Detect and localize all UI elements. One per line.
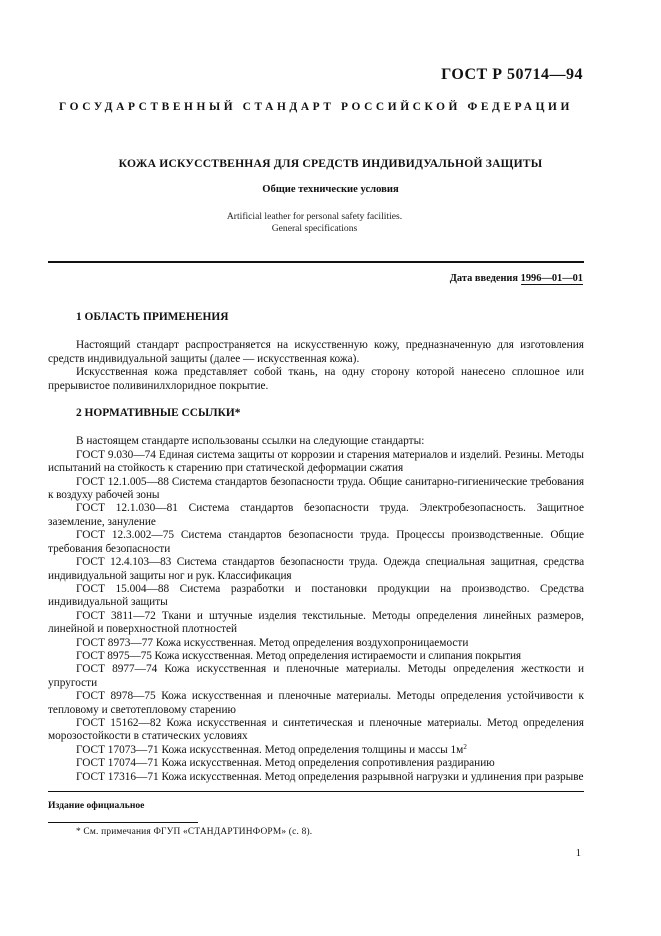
- reference-item: ГОСТ 12.4.103—83 Система стандартов безопасности труда. Одежда специальная защитная, средства индивидуальной защиты ног и рук. Классификация: [48, 556, 584, 582]
- reference-item: ГОСТ 8978—75 Кожа искусственная и пленочные материалы. Методы определения устойчивости к тепловому и светотепловому старению: [48, 690, 584, 716]
- introduction-date-value: 1996—01—01: [520, 273, 583, 284]
- reference-item-text: ГОСТ 17073—71 Кожа искусственная. Метод определения толщины и массы 1м: [76, 743, 464, 756]
- reference-item: ГОСТ 12.3.002—75 Система стандартов безопасности труда. Процессы производственные. Общие требования безопасности: [48, 529, 584, 555]
- footer-divider: [48, 791, 584, 792]
- document-subtitle: Общие технические условия: [262, 184, 399, 195]
- title-divider: [48, 261, 584, 263]
- document-id: ГОСТ Р 50714—94: [441, 66, 583, 83]
- reference-item: ГОСТ 17074—71 Кожа искусственная. Метод определения сопротивления раздиранию: [76, 757, 495, 770]
- page-number: 1: [575, 848, 581, 859]
- document-title: КОЖА ИСКУССТВЕННАЯ ДЛЯ СРЕДСТВ ИНДИВИДУАЛЬНОЙ ЗАЩИТЫ: [118, 157, 543, 170]
- document-body: [48, 311, 584, 784]
- reference-item: ГОСТ 9.030—74 Единая система защиты от коррозии и старения материалов и изделий. Резины. Методы испытаний на стойкость к старению при статической деформации сжатия: [48, 448, 584, 475]
- reference-item: ГОСТ 17316—71 Кожа искусственная. Метод определения разрывной нагрузки и удлинения при разрыве: [76, 770, 584, 783]
- reference-item: ГОСТ 12.1.005—88 Система стандартов безопасности труда. Общие санитарно-гигиенические требования к воздуху рабочей зоны: [48, 475, 584, 502]
- reference-item: ГОСТ 8975—75 Кожа искусственная. Метод определения истираемости и слипания покрытия: [76, 649, 522, 662]
- english-title: [0, 211, 629, 235]
- introduction-date: [450, 273, 583, 284]
- english-title-line-2: General specifications: [271, 223, 358, 234]
- reference-item: [48, 744, 584, 757]
- section-1-heading: 1 ОБЛАСТЬ ПРИМЕНЕНИЯ: [76, 311, 229, 323]
- reference-item: ГОСТ 8973—77 Кожа искусственная. Метод определения воздухопроницаемости: [76, 636, 469, 649]
- footnote-divider: [48, 822, 198, 823]
- section-2-heading: 2 НОРМАТИВНЫЕ ССЫЛКИ*: [76, 407, 241, 420]
- reference-item: ГОСТ 15.004—88 Система разработки и постановки продукции на производство. Средства индивидуальной защиты: [48, 582, 584, 609]
- introduction-date-label: Дата введения: [449, 273, 519, 284]
- english-title-line-1: Artificial leather for personal safety facilities.: [226, 211, 403, 222]
- reference-item: ГОСТ 3811—72 Ткани и штучные изделия текстильные. Методы определения линейных размеров, линейной и поверхностной плотностей: [48, 609, 584, 636]
- superscript-2: 2: [463, 742, 467, 751]
- reference-item: ГОСТ 15162—82 Кожа искусственная и синтетическая и пленочные материалы. Метод определения морозостойкости в статических условиях: [48, 716, 584, 743]
- state-standard-heading: ГОСУДАРСТВЕННЫЙ СТАНДАРТ РОССИЙСКОЙ ФЕДЕРАЦИИ: [59, 101, 573, 113]
- reference-item: ГОСТ 8977—74 Кожа искусственная и пленочные материалы. Методы определения жесткости и упругости: [48, 663, 584, 689]
- edition-label: Издание официальное: [48, 800, 145, 811]
- reference-item: ГОСТ 12.1.030—81 Система стандартов безопасности труда. Электробезопасность. Защитное заземление, зануление: [48, 502, 584, 528]
- footnote: * См. примечания ФГУП «СТАНДАРТИНФОРМ» (с. 8).: [76, 827, 313, 837]
- section-2-intro: В настоящем стандарте использованы ссылки на следующие стандарты:: [76, 435, 425, 448]
- section-1-paragraph: Настоящий стандарт распространяется на искусственную кожу, предназначенную для изготовления средств индивидуальной защиты (далее — искусственная кожа).: [48, 339, 584, 365]
- section-1-paragraph: Искусственная кожа представляет собой ткань, на одну сторону которой нанесено сплошное или прерывистое поливинилхлоридное покрытие.: [48, 366, 584, 392]
